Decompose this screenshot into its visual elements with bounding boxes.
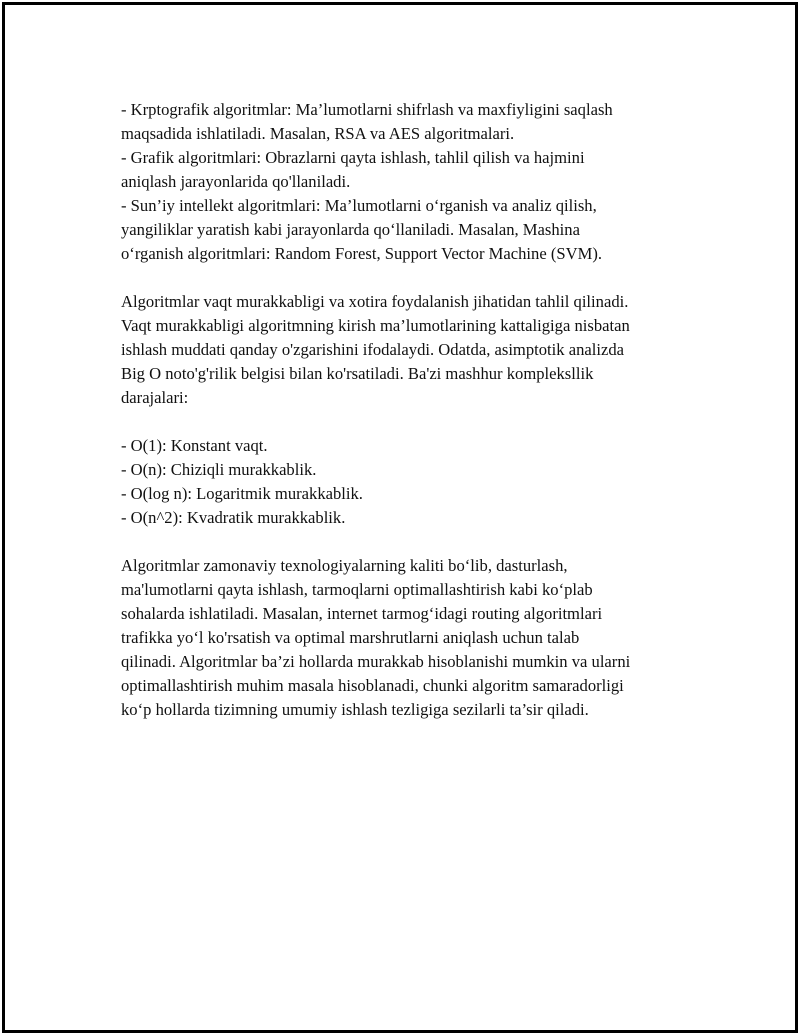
list-item-line: - Krptografik algoritmlar: Ma’lumotlarni shifrlash va maxfiyligini saqlash [121,100,613,119]
list-item-line: - Grafik algoritmlari: Obrazlarni qayta ishlash, tahlil qilish va hajmini [121,148,585,167]
paragraph-line: ko‘p hollarda tizimning umumiy ishlash tezligiga sezilarli ta’sir qiladi. [121,700,589,719]
list-item-line: - O(1): Konstant vaqt. [121,436,268,455]
document-body [121,98,701,746]
complexity-list [121,434,701,530]
paragraph-line: trafikka yo‘l ko'rsatish va optimal marshrutlarni aniqlash uchun talab [121,628,580,647]
paragraph-line: ma'lumotlarni qayta ishlash, tarmoqlarni optimallashtirish kabi ko‘plab [121,580,593,599]
paragraph-line: ishlash muddati qanday o'zgarishini ifodalaydi. Odatda, asimptotik analizda [121,340,624,359]
list-item-line: yangiliklar yaratish kabi jarayonlarda qo‘llaniladi. Masalan, Mashina [121,220,580,239]
algorithm-types-list [121,98,701,266]
complexity-paragraph [121,290,701,410]
document-page [2,2,798,1033]
applications-paragraph [121,554,701,722]
list-item-line: - O(log n): Logaritmik murakkablik. [121,484,363,503]
list-item-line: - Sun’iy intellekt algoritmlari: Ma’lumotlarni o‘rganish va analiz qilish, [121,196,597,215]
list-item-line: - O(n): Chiziqli murakkablik. [121,460,317,479]
paragraph-line: Algoritmlar vaqt murakkabligi va xotira foydalanish jihatidan tahlil qilinadi. [121,292,629,311]
paragraph-line: optimallashtirish muhim masala hisoblanadi, chunki algoritm samaradorligi [121,676,624,695]
paragraph-line: sohalarda ishlatiladi. Masalan, internet tarmog‘idagi routing algoritmlari [121,604,603,623]
list-item-line: o‘rganish algoritmlari: Random Forest, Support Vector Machine (SVM). [121,244,602,263]
list-item-line: - O(n^2): Kvadratik murakkablik. [121,508,346,527]
list-item-line: aniqlash jarayonlarida qo'llaniladi. [121,172,351,191]
paragraph-line: darajalari: [121,388,189,407]
paragraph-line: qilinadi. Algoritmlar ba’zi hollarda murakkab hisoblanishi mumkin va ularni [121,652,631,671]
paragraph-line: Vaqt murakkabligi algoritmning kirish ma’lumotlarining kattaligiga nisbatan [121,316,630,335]
paragraph-line: Algoritmlar zamonaviy texnologiyalarning kaliti bo‘lib, dasturlash, [121,556,568,575]
list-item-line: maqsadida ishlatiladi. Masalan, RSA va AES algoritmalari. [121,124,515,143]
paragraph-line: Big O noto'g'rilik belgisi bilan ko'rsatiladi. Ba'zi mashhur kompleksllik [121,364,594,383]
